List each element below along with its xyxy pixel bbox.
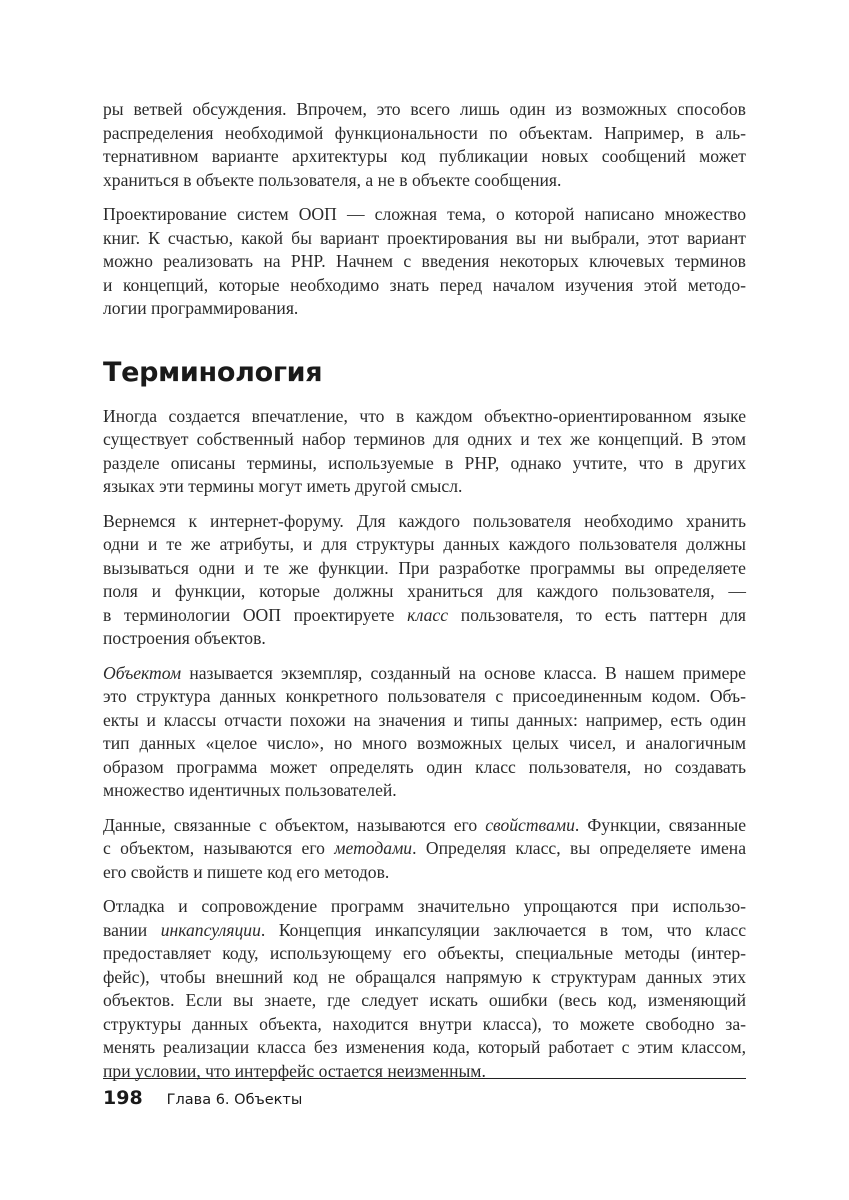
text-line: распределения необходимой функциональности по объектам. Например, в аль- <box>103 122 746 143</box>
paragraph-intro-2 <box>103 203 746 321</box>
term-properties: свойствами <box>485 814 575 835</box>
text-line: екты и классы отчасти похожи на значения и типы данных: например, есть один <box>103 709 746 730</box>
text-run: . Определяя класс, вы определяете имена <box>412 838 747 858</box>
text-run: в терминологии ООП проектируете <box>103 604 408 625</box>
paragraph-properties-methods <box>103 814 746 885</box>
text-line: поля и функции, которые должны храниться для каждого пользователя, — <box>103 581 746 601</box>
text-line: разделе описаны термины, используемые в PHP, однако учтите, что в других <box>103 452 746 473</box>
text-line: существует собственный набор терминов для одних и тех же концепций. В этом <box>103 429 746 449</box>
text-line <box>103 604 746 628</box>
text-line <box>103 837 746 861</box>
paragraph-forum <box>103 510 746 651</box>
text-line: Иногда создается впечатление, что в каждом объектно-ориентированном языке <box>103 405 746 426</box>
page-footer <box>103 1087 302 1111</box>
text-line: фейс), чтобы внешний код не обращался напрямую к структурам данных этих <box>103 966 746 987</box>
section-heading: Терминология <box>103 356 323 388</box>
text-line: множество идентичных пользователей. <box>103 780 397 800</box>
term-encapsulation: инкапсуляции <box>160 919 261 940</box>
text-run: вании <box>103 919 161 940</box>
text-line: предоставляет коду, использующему его объекты, специальные методы (интер- <box>103 943 746 963</box>
paragraph-terminology-1 <box>103 405 746 499</box>
paragraph-intro-1 <box>103 98 746 192</box>
term-object: Объектом <box>103 662 182 683</box>
text-line: структуры данных объекта, находится внутри класса), то можете свободно за- <box>103 1013 746 1034</box>
text-line: Отладка и сопровождение программ значительно упрощаются при использо- <box>103 896 746 916</box>
text-line: объектов. Если вы знаете, где следует искать ошибки (весь код, изменяющий <box>103 990 746 1010</box>
text-line: его свойств и пишете код его методов. <box>103 861 390 882</box>
text-line: при условии, что интерфейс остается неизменным. <box>103 1060 486 1081</box>
text-line: вызываться одни и те же функции. При разработке программы вы определяете <box>103 557 746 578</box>
text-run: Данные, связанные с объектом, называются его <box>103 814 486 835</box>
text-line <box>103 814 746 838</box>
text-line: можно реализовать на PHP. Начнем с введения некоторых ключевых терминов <box>103 251 746 271</box>
footer-divider <box>103 1078 746 1079</box>
text-line: храниться в объекте пользователя, а не в объекте сообщения. <box>103 169 562 190</box>
text-line <box>103 662 746 686</box>
text-line: логии программирования. <box>103 298 299 318</box>
text-line: тип данных «целое число», но много возможных целых чисел, и аналогичным <box>103 733 746 753</box>
text-run: с объектом, называются его <box>103 838 335 858</box>
text-line: образом программа может определять один класс пользователя, но создавать <box>103 756 746 777</box>
text-line: одни и те же атрибуты, и для структуры данных каждого пользователя должны <box>103 534 746 554</box>
text-line: и концепций, которые необходимо знать перед началом изучения этой методо- <box>103 274 746 295</box>
chapter-title: Глава 6. Объекты <box>166 1092 303 1108</box>
text-run: . Функции, связанные <box>574 814 747 835</box>
text-line: ры ветвей обсуждения. Впрочем, это всего лишь один из возможных способов <box>103 99 746 119</box>
text-line: построения объектов. <box>103 628 266 648</box>
text-line: менять реализации класса без изменения кода, который работает с этим классом, <box>103 1037 746 1057</box>
text-line: языках эти термины могут иметь другой смысл. <box>103 476 463 496</box>
term-class: класс <box>407 604 449 625</box>
page-body <box>103 98 746 1094</box>
text-run: . Концепция инкапсуляции заключается в том, что класс <box>260 919 747 940</box>
text-line: книг. К счастью, какой бы вариант проектирования вы ни выбрали, этот вариант <box>103 227 746 248</box>
text-line: Проектирование систем ООП — сложная тема, о которой написано множество <box>103 204 746 224</box>
text-line <box>103 919 746 943</box>
text-line: тернативном варианте архитектуры код публикации новых сообщений может <box>103 146 746 166</box>
paragraph-encapsulation <box>103 895 746 1083</box>
text-line: это структура данных конкретного пользователя с присоединенным кодом. Объ- <box>103 686 746 706</box>
term-methods: методами <box>334 838 413 858</box>
page-number: 198 <box>103 1087 143 1109</box>
paragraph-object <box>103 662 746 803</box>
text-line: Вернемся к интернет-форуму. Для каждого пользователя необходимо хранить <box>103 510 746 531</box>
text-run: пользователя, то есть паттерн для <box>448 604 746 625</box>
text-run: называется экземпляр, созданный на основе класса. В нашем примере <box>181 662 746 683</box>
